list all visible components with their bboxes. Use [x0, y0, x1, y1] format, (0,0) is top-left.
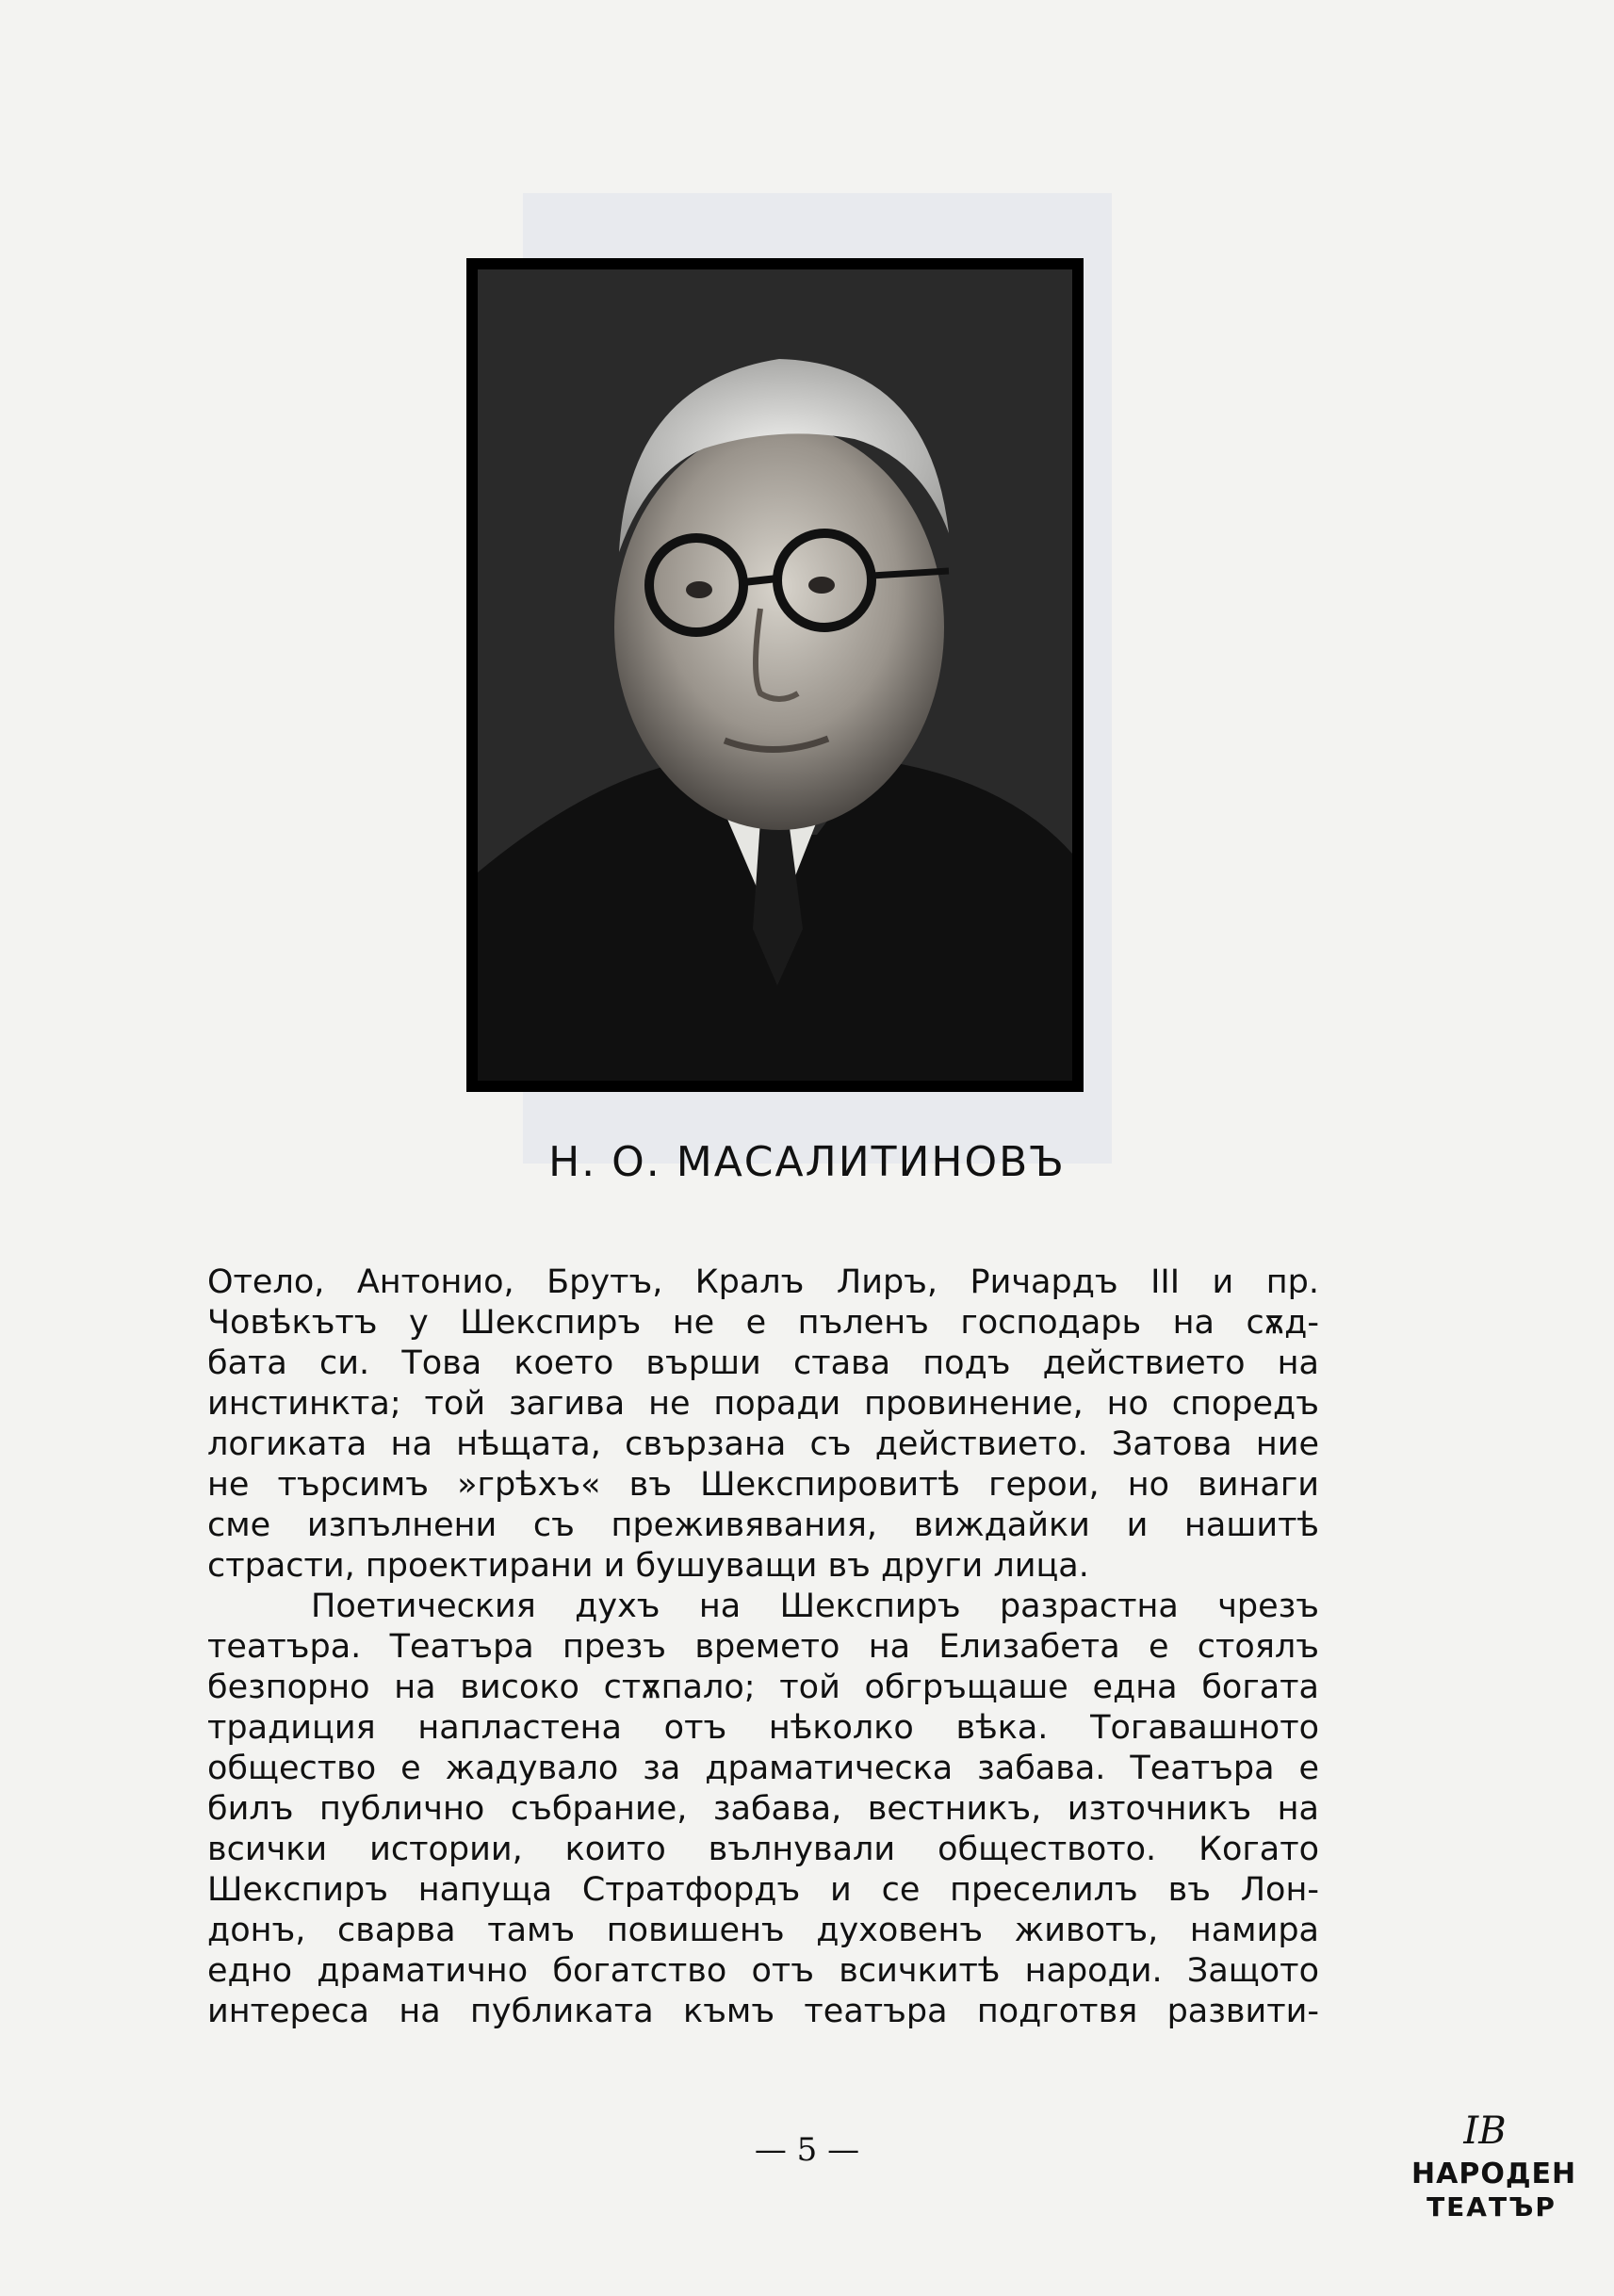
- text-line: не търсимъ »грѣхъ« въ Шекспировитѣ герои, но винаги: [207, 1466, 1319, 1504]
- text-line: бата си. Това което върши става подъ действието на: [207, 1344, 1319, 1382]
- article-body: [207, 1262, 1319, 2032]
- paragraph-2: [207, 1587, 1319, 2032]
- text-line: общество е жадувало за драматическа забава. Театъра е: [207, 1750, 1319, 1787]
- logo-line-1: НАРОДЕН: [1411, 2158, 1577, 2190]
- text-line: страсти, проектирани и бушуващи въ други лица.: [207, 1547, 1089, 1585]
- text-line: Поетическия духъ на Шекспиръ разрастна чрезъ: [311, 1588, 1319, 1625]
- text-line: билъ публично събрание, забава, вестникъ, източникъ на: [207, 1790, 1319, 1828]
- text-line: всички истории, които вълнували обществото. Когато: [207, 1831, 1319, 1868]
- text-line: сме изпълнени съ преживявания, виждайки и нашитѣ: [207, 1506, 1319, 1544]
- text-line: Шекспиръ напуща Стратфордъ и се преселилъ въ Лон-: [207, 1871, 1319, 1909]
- text-line: театъра. Театъра презъ времето на Елизабета е стоялъ: [207, 1628, 1319, 1666]
- text-line: едно драматично богатство отъ всичкитѣ народи. Защото: [207, 1952, 1319, 1990]
- text-line: Отело, Антонио, Брутъ, Кралъ Лиръ, Ричардъ III и пр.: [207, 1263, 1319, 1301]
- logo-line-2: ТЕАТЪР: [1427, 2191, 1557, 2223]
- national-theatre-logo: [1411, 2103, 1577, 2244]
- paragraph-1: [207, 1262, 1319, 1587]
- portrait-caption: Н. О. МАСАЛИТИНОВЪ: [548, 1138, 1066, 1186]
- text-line: безпорно на високо стѫпало; той обгръщаше една богата: [207, 1669, 1319, 1706]
- text-line: донъ, сварва тамъ повишенъ духовенъ животъ, намира: [207, 1912, 1319, 1949]
- portrait-photo-frame: [466, 258, 1084, 1092]
- text-line: Човѣкътъ у Шекспиръ не е пъленъ господарь на сѫд-: [207, 1304, 1319, 1342]
- text-line: интереса на публиката къмъ театъра подготвя развити-: [207, 1993, 1319, 2030]
- signature-mark: IB: [1463, 2109, 1507, 2153]
- portrait-photo: [478, 269, 1072, 1081]
- text-line: традиция напластена отъ нѣколко вѣка. Тогавашното: [207, 1709, 1319, 1747]
- portrait-illustration: [478, 269, 1072, 1081]
- text-line: логиката на нѣщата, свързана съ действието. Затова ние: [207, 1425, 1319, 1463]
- text-line: инстинкта; той загива не поради провинение, но споредъ: [207, 1385, 1319, 1423]
- page-number: — 5 —: [754, 2131, 860, 2169]
